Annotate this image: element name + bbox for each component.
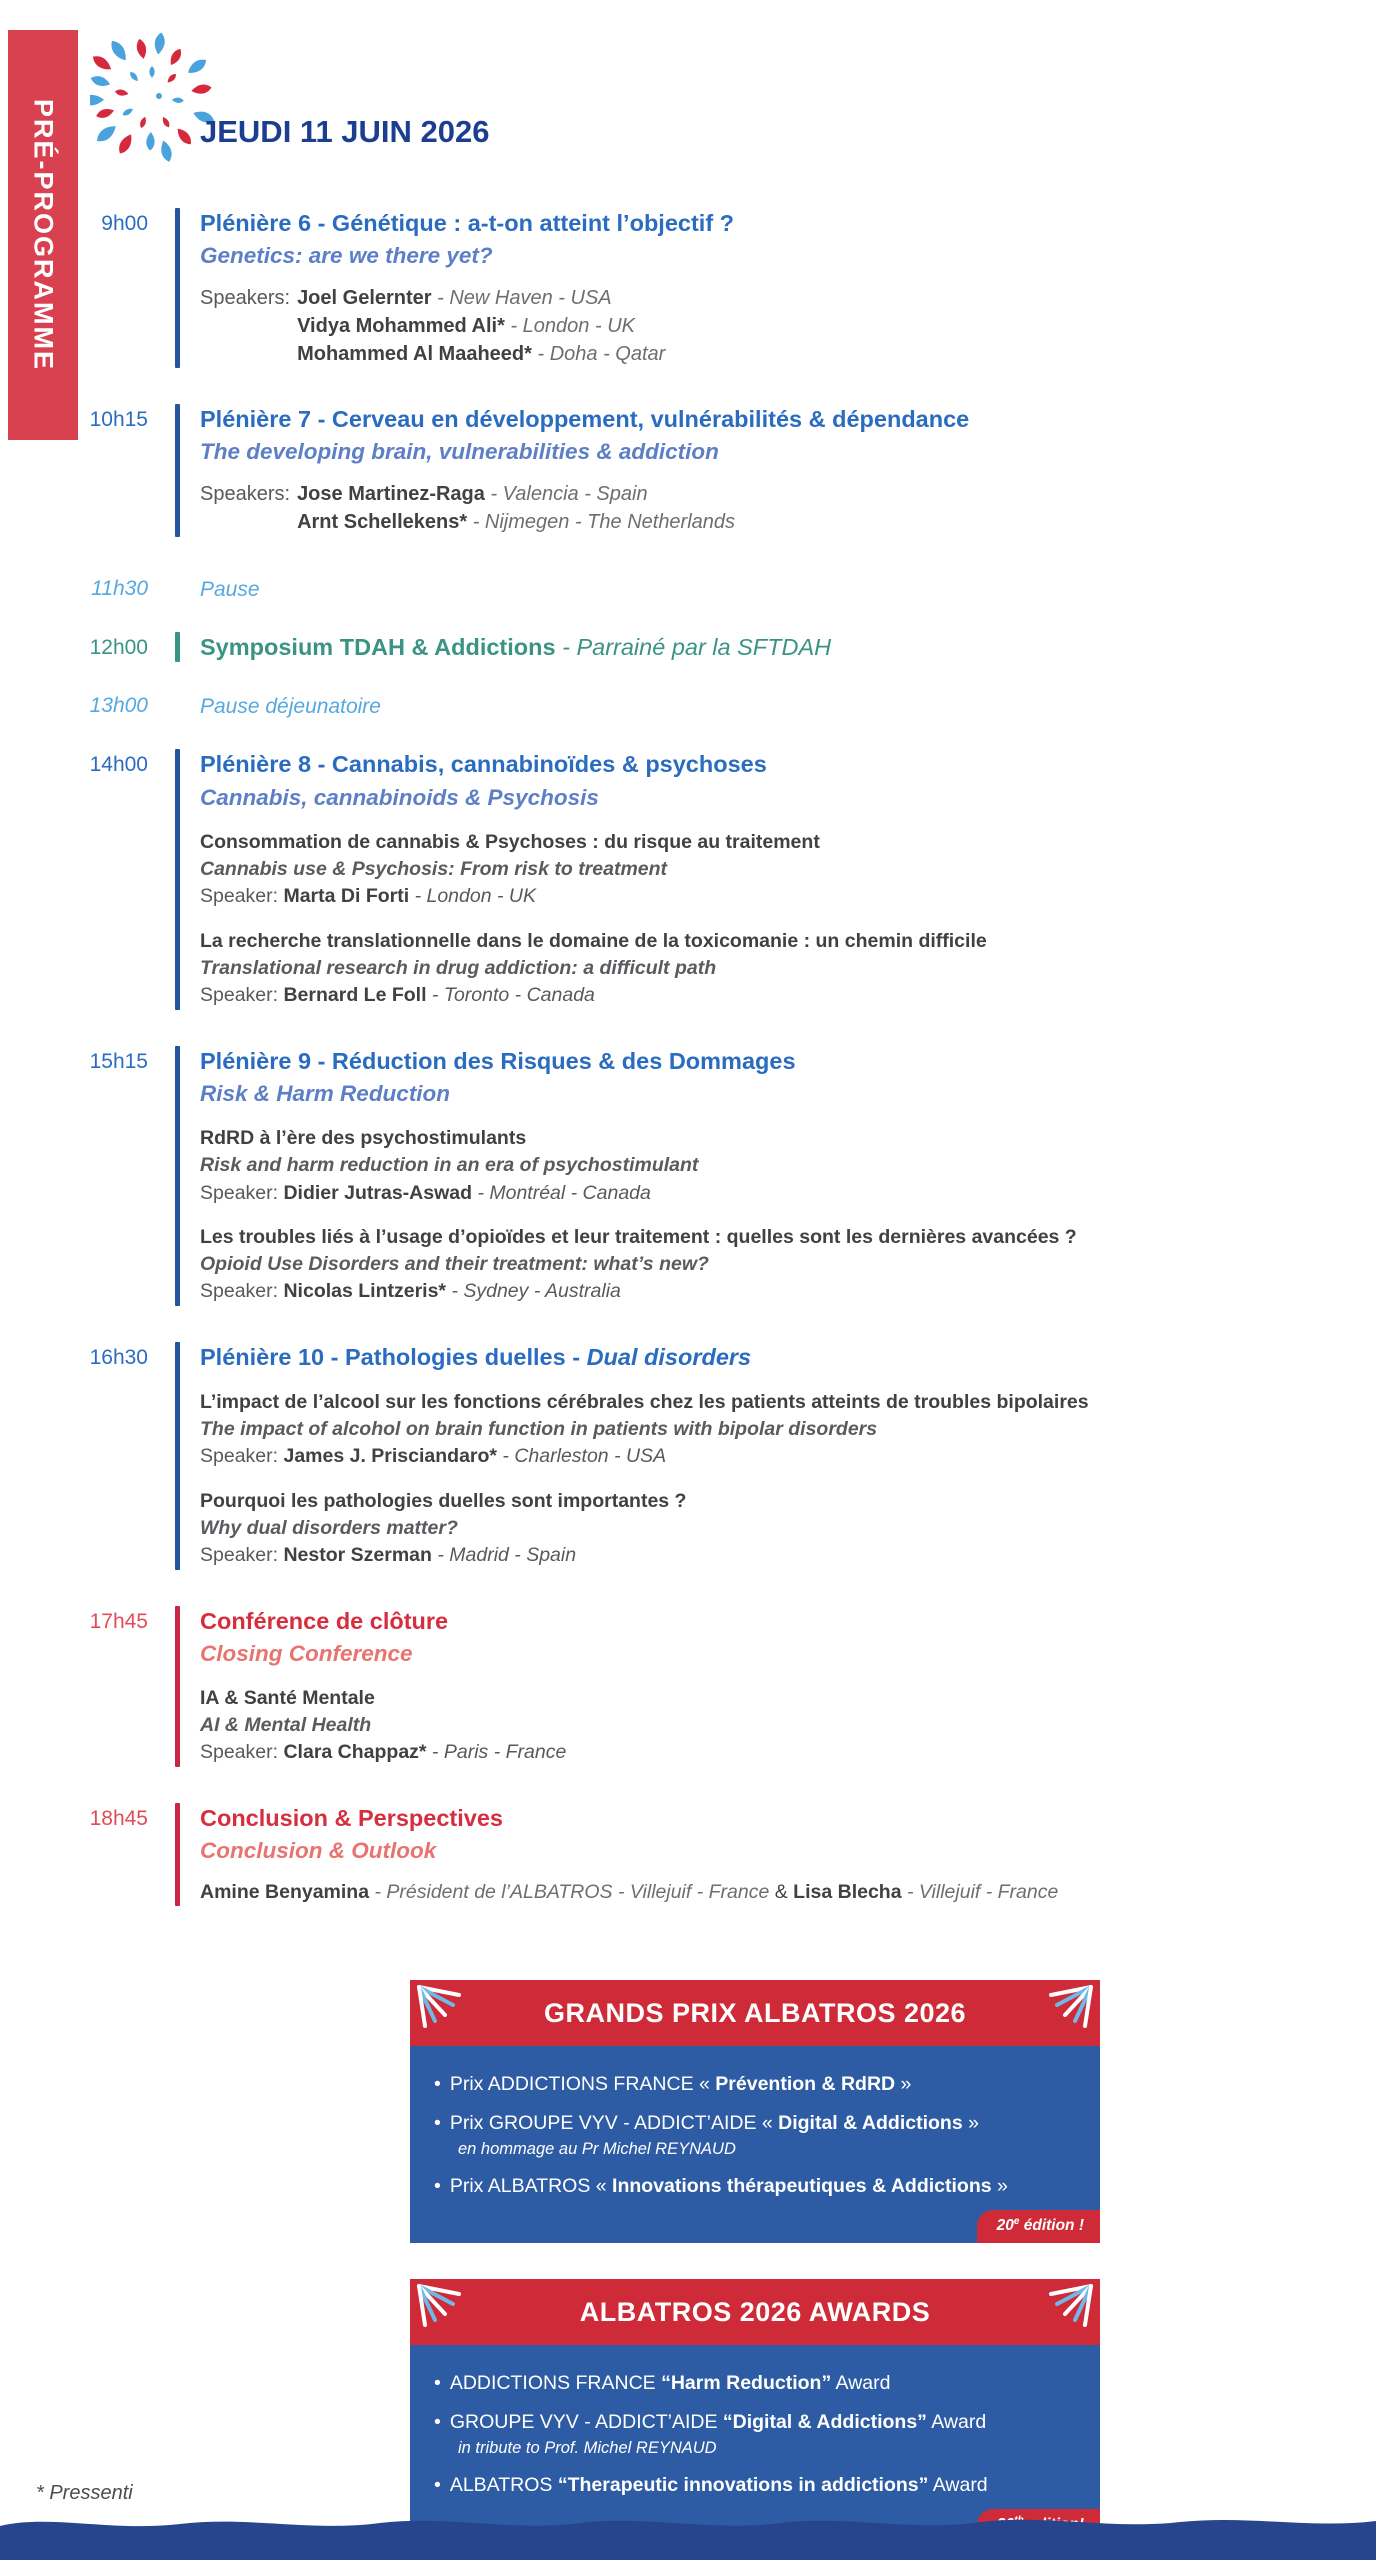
time-label: 13h00	[89, 694, 148, 718]
time-label: 11h30	[91, 576, 148, 600]
talk	[200, 1488, 1376, 1570]
session-content	[200, 690, 1376, 721]
schedule-row	[0, 404, 1376, 537]
session-content	[200, 208, 1376, 368]
pressenti-footnote: * Pressenti	[36, 2482, 133, 2504]
schedule-row	[0, 749, 1376, 1009]
time-label: 10h15	[89, 408, 148, 432]
talk-title-en: Opioid Use Disorders and their treatment: what’s new?	[200, 1253, 709, 1276]
schedule-row	[0, 573, 1376, 604]
banner-awards-title: ALBATROS 2026 AWARDS	[579, 2296, 931, 2327]
banner-awards-items	[434, 2371, 1076, 2498]
section-bar	[175, 208, 180, 368]
schedule-row	[0, 632, 1376, 662]
speaker-line: Speaker: Nicolas Lintzeris* - Sydney - Australia	[200, 1280, 621, 1303]
bar-cell	[148, 404, 200, 537]
speaker-row: Arnt Schellekens* - Nijmegen - The Netherlands	[297, 511, 736, 534]
speaker-line: Speaker: Didier Jutras-Aswad - Montréal - Canada	[200, 1181, 651, 1204]
banner-awards-header	[410, 2279, 1100, 2345]
footer-wave	[0, 2508, 1376, 2560]
banner-item: • Prix ALBATROS « Innovations thérapeutiques & Addictions »	[434, 2174, 1008, 2197]
talk-title-fr: La recherche translationnelle dans le domaine de la toxicomanie : un chemin difficile	[200, 929, 987, 952]
session-content	[200, 749, 1376, 1009]
talk-title-en: Risk and harm reduction in an era of psychostimulant	[200, 1154, 699, 1177]
bar-cell	[148, 749, 200, 1009]
speaker-line: Speaker: Nestor Szerman - Madrid - Spain	[200, 1544, 577, 1567]
banner-item: • GROUPE VYV - ADDICT’AIDE “Digital & Addictions” Award in tribute to Prof. Michel REYNAUD	[434, 2410, 1076, 2460]
session-content	[200, 1342, 1376, 1570]
speaker-row: Jose Martinez-Raga - Valencia - Spain	[297, 483, 648, 506]
speaker-line: Speaker: Clara Chappaz* - Paris - France	[200, 1741, 567, 1764]
talk-title-fr: IA & Santé Mentale	[200, 1686, 375, 1709]
speakers-column	[297, 481, 735, 536]
session-title-fr: Plénière 9 - Réduction des Risques & des Dommages	[200, 1047, 796, 1074]
talk-title-fr: Les troubles liés à l’usage d’opioïdes et leur traitement : quelles sont les dernières avancées ?	[200, 1225, 1077, 1248]
speaker-row: Vidya Mohammed Ali* - London - UK	[297, 314, 635, 337]
schedule-row	[0, 208, 1376, 368]
bullet-icon: •	[434, 2174, 441, 2197]
session-title-en: Cannabis, cannabinoids & Psychosis	[200, 784, 599, 810]
bullet-icon: •	[434, 2473, 441, 2496]
banner-awards	[410, 2279, 1100, 2542]
talk	[200, 829, 1376, 911]
session-content	[200, 632, 1376, 662]
session-title-en: Conclusion & Outlook	[200, 1837, 437, 1863]
schedule-row	[0, 1803, 1376, 1907]
bar-cell	[148, 1606, 200, 1767]
session-title-fr: Conférence de clôture	[200, 1607, 449, 1634]
bar-cell	[148, 1803, 200, 1907]
fireworks-logo-icon	[90, 26, 240, 191]
section-bar	[175, 632, 180, 662]
session-title-en: Genetics: are we there yet?	[200, 243, 493, 269]
talk-title-fr: RdRD à l’ère des psychostimulants	[200, 1126, 527, 1149]
bar-cell	[148, 573, 200, 604]
banner-item: • ADDICTIONS FRANCE “Harm Reduction” Award	[434, 2372, 891, 2395]
session-content	[200, 1803, 1376, 1907]
talk-title-en: The impact of alcohol on brain function in patients with bipolar disorders	[200, 1418, 878, 1441]
ray-fan-icon	[1047, 1983, 1095, 2031]
bar-cell	[148, 690, 200, 721]
speakers-column	[297, 285, 665, 368]
banner-grands-prix	[410, 1980, 1100, 2243]
session-title-fr: Plénière 7 - Cerveau en développement, vulnérabilités & dépendance	[200, 406, 970, 433]
time-label: 12h00	[89, 636, 148, 660]
bullet-icon: •	[434, 2073, 441, 2096]
speaker-line: Speaker: Marta Di Forti - London - UK	[200, 885, 536, 908]
section-bar	[175, 1342, 180, 1570]
section-bar	[175, 749, 180, 1009]
banner-item-note: en hommage au Pr Michel REYNAUD	[458, 2139, 736, 2158]
ray-fan-icon	[415, 1983, 463, 2031]
talk-title-en: AI & Mental Health	[200, 1714, 372, 1737]
banner-grands-prix-title: GRANDS PRIX ALBATROS 2026	[543, 1997, 967, 2028]
bar-cell	[148, 208, 200, 368]
speaker-row: Mohammed Al Maaheed* - Doha - Qatar	[297, 342, 666, 365]
speakers-list	[200, 481, 1376, 536]
schedule-row	[0, 690, 1376, 721]
talk	[200, 1685, 1376, 1767]
time-label: 17h45	[89, 1609, 148, 1633]
bullet-icon: •	[434, 2372, 441, 2395]
session-content	[200, 573, 1376, 604]
pause-label: Pause	[200, 577, 260, 601]
talk-title-en: Translational research in drug addiction: a difficult path	[200, 957, 717, 979]
banner-grands-prix-header	[410, 1980, 1100, 2046]
time-label: 14h00	[89, 753, 148, 777]
talk	[200, 928, 1376, 1010]
banner-grands-prix-items	[434, 2072, 1076, 2199]
section-bar	[175, 404, 180, 537]
section-bar	[175, 1606, 180, 1767]
page-title: JEUDI 11 JUIN 2026	[200, 114, 490, 149]
talk-title-en: Why dual disorders matter?	[200, 1516, 458, 1539]
pre-programme-tab: PRÉ-PROGRAMME	[8, 30, 78, 440]
speakers-list	[200, 285, 1376, 368]
talk-title-fr: Consommation de cannabis & Psychoses : du risque au traitement	[200, 830, 820, 853]
banner-grands-prix-body	[410, 2046, 1100, 2243]
session-title-en: Closing Conference	[200, 1640, 413, 1666]
conclusion-names: Amine Benyamina - Président de l’ALBATROS - Villejuif - France & Lisa Blecha - Villejuif - France	[200, 1881, 1059, 1904]
pause-label: Pause déjeunatoire	[200, 695, 381, 719]
talk	[200, 1125, 1376, 1207]
session-title-fr: Plénière 6 - Génétique : a-t-on atteint l’objectif ?	[200, 210, 735, 236]
time-label: 18h45	[89, 1806, 148, 1830]
ray-fan-icon	[415, 2282, 463, 2330]
session-title-fr: Plénière 10 - Pathologies duelles - Dual disorders	[200, 1343, 752, 1370]
banner-item: • Prix GROUPE VYV - ADDICT’AIDE « Digital & Addictions » en hommage au Pr Michel REYNAUD	[434, 2111, 1076, 2161]
schedule-row	[0, 1342, 1376, 1570]
section-bar	[175, 1046, 180, 1306]
session-title-en: The developing brain, vulnerabilities & addiction	[200, 439, 719, 465]
session-title-fr: Symposium TDAH & Addictions - Parrainé par la SFTDAH	[200, 634, 832, 661]
speakers-label: Speakers:	[200, 483, 291, 506]
banner-item: • ALBATROS “Therapeutic innovations in addictions” Award	[434, 2473, 988, 2496]
speaker-line: Speaker: James J. Prisciandaro* - Charleston - USA	[200, 1445, 667, 1468]
schedule-row	[0, 1606, 1376, 1767]
speakers-label: Speakers:	[200, 287, 291, 310]
time-label: 9h00	[101, 212, 148, 235]
talk	[200, 1224, 1376, 1306]
speaker-line: Speaker: Bernard Le Foll - Toronto - Canada	[200, 984, 595, 1007]
talk-title-en: Cannabis use & Psychosis: From risk to treatment	[200, 858, 668, 881]
banners	[0, 1980, 1376, 2542]
bullet-icon: •	[434, 2112, 441, 2135]
talk-title-fr: Pourquoi les pathologies duelles sont importantes ?	[200, 1489, 687, 1512]
session-title-en: Risk & Harm Reduction	[200, 1080, 451, 1106]
session-content	[200, 404, 1376, 537]
session-title-fr: Conclusion & Perspectives	[200, 1804, 503, 1831]
time-label: 15h15	[89, 1049, 148, 1073]
banner-item-note: in tribute to Prof. Michel REYNAUD	[458, 2438, 717, 2457]
speaker-row: Joel Gelernter - New Haven - USA	[297, 287, 612, 310]
session-content	[200, 1606, 1376, 1767]
session-title-fr: Plénière 8 - Cannabis, cannabinoïdes & psychoses	[200, 751, 767, 778]
edition-badge: 20e édition !	[977, 2210, 1100, 2243]
schedule-row	[0, 1046, 1376, 1306]
bullet-icon: •	[434, 2411, 441, 2434]
bar-cell	[148, 1342, 200, 1570]
section-bar	[175, 1803, 180, 1907]
banner-item: • Prix ADDICTIONS FRANCE « Prévention & RdRD »	[434, 2073, 912, 2096]
talk-title-fr: L’impact de l’alcool sur les fonctions cérébrales chez les patients atteints de troubles bipolaires	[200, 1390, 1089, 1413]
ray-fan-icon	[1047, 2282, 1095, 2330]
time-label: 16h30	[89, 1345, 148, 1369]
bar-cell	[148, 632, 200, 662]
session-content	[200, 1046, 1376, 1306]
bar-cell	[148, 1046, 200, 1306]
talk	[200, 1389, 1376, 1471]
